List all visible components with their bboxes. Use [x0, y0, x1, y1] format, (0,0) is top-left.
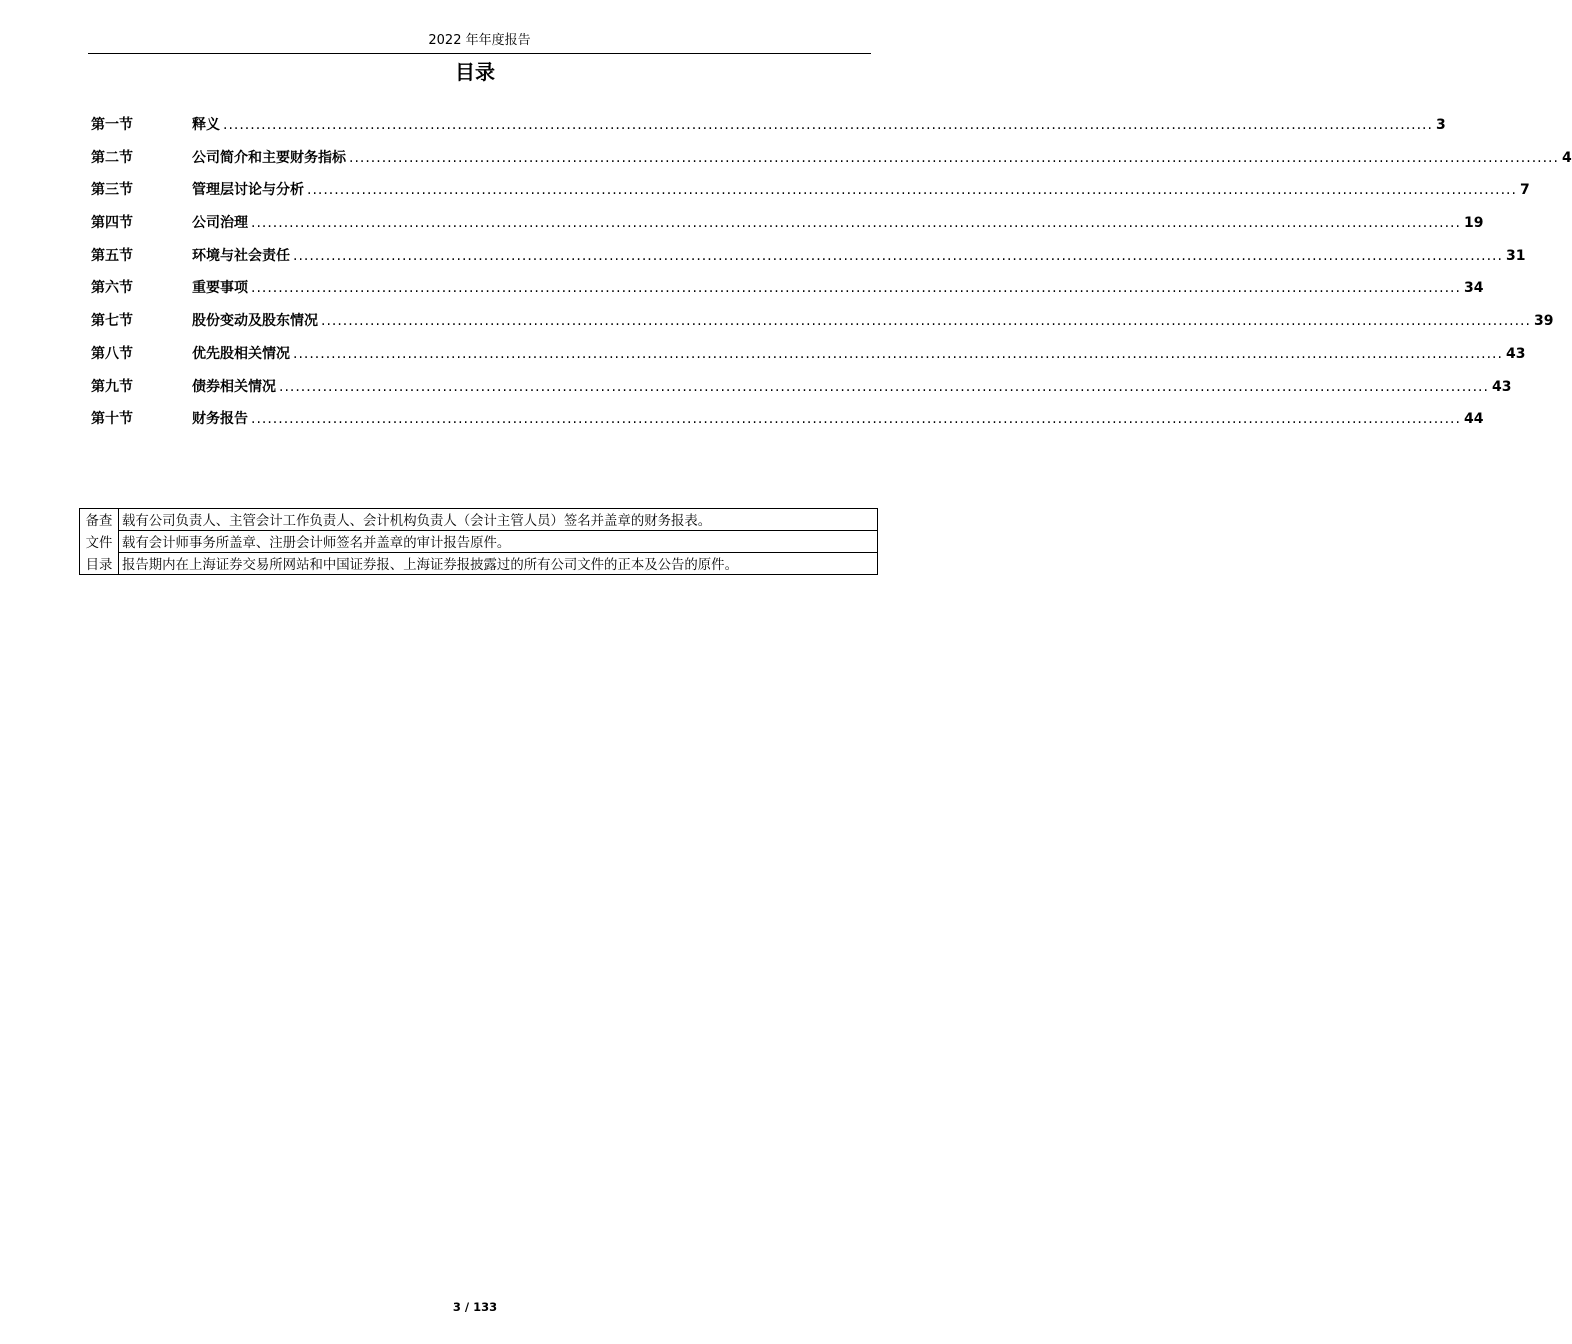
table-row — [80, 531, 878, 553]
reference-label-line: 备查 — [80, 509, 119, 531]
reference-document-item: 载有会计师事务所盖章、注册会计师签名并盖章的审计报告原件。 — [119, 531, 878, 553]
toc-entry[interactable] — [91, 147, 1572, 180]
toc-section-number: 第八节 — [91, 345, 133, 362]
table-of-contents — [91, 114, 1572, 441]
toc-section-title: 公司治理 — [192, 215, 248, 232]
toc-page-number: 43 — [1505, 345, 1526, 362]
table-row — [80, 509, 878, 531]
toc-leader-dots: .............................................................................................................................................................................................................................. — [293, 345, 1503, 362]
toc-page-number: 31 — [1505, 247, 1526, 264]
toc-entry[interactable] — [91, 408, 1484, 441]
toc-section-title: 释义 — [192, 117, 220, 133]
toc-section-number: 第二节 — [91, 149, 133, 166]
toc-leader-dots: .............................................................................................................................................................................................................................. — [307, 182, 1517, 199]
toc-section-title: 管理层讨论与分析 — [192, 182, 304, 199]
toc-section-number: 第六节 — [91, 280, 133, 297]
reference-label-line: 目录 — [80, 553, 119, 575]
toc-page-number: 19 — [1463, 215, 1484, 232]
toc-page-number: 44 — [1463, 411, 1484, 428]
reference-document-item: 报告期内在上海证券交易所网站和中国证券报、上海证券报披露过的所有公司文件的正本及公告的原件。 — [119, 553, 878, 575]
toc-leader-dots: .............................................................................................................................................................................................................................. — [251, 215, 1461, 232]
reference-document-item: 载有公司负责人、主管会计工作负责人、会计机构负责人（会计主管人员）签名并盖章的财务报表。 — [119, 509, 878, 531]
toc-leader-dots: .............................................................................................................................................................................................................................. — [251, 411, 1461, 428]
toc-section-number: 第三节 — [91, 182, 133, 199]
toc-entry[interactable] — [91, 310, 1554, 343]
toc-entry[interactable] — [91, 212, 1484, 245]
toc-section-number: 第一节 — [91, 117, 133, 133]
toc-entry[interactable] — [91, 343, 1526, 376]
table-row — [80, 553, 878, 575]
page-title: 目录 — [455, 60, 495, 84]
toc-section-title: 股份变动及股东情况 — [192, 313, 318, 330]
toc-entry[interactable] — [91, 277, 1484, 310]
toc-leader-dots: .............................................................................................................................................................................................................................. — [321, 313, 1531, 330]
toc-leader-dots: .............................................................................................................................................................................................................................. — [293, 247, 1503, 264]
toc-page-number: 4 — [1561, 149, 1572, 166]
toc-leader-dots: .............................................................................................................................................................................................................................. — [279, 378, 1489, 395]
toc-section-title: 财务报告 — [192, 411, 248, 428]
toc-leader-dots: .............................................................................................................................................................................................................................. — [251, 280, 1461, 297]
toc-entry[interactable] — [91, 114, 1446, 147]
toc-leader-dots: .............................................................................................................................................................................................................................. — [349, 149, 1559, 166]
toc-entry[interactable] — [91, 245, 1526, 278]
toc-section-number: 第五节 — [91, 247, 133, 264]
toc-page-number: 39 — [1533, 313, 1554, 330]
page-number-footer: 3 / 133 — [452, 1300, 498, 1314]
toc-section-title: 公司简介和主要财务指标 — [192, 149, 346, 166]
page-header: 2022 年年度报告 — [88, 30, 871, 54]
toc-section-title: 环境与社会责任 — [192, 247, 290, 264]
toc-page-number: 7 — [1519, 182, 1530, 199]
toc-page-number: 3 — [1435, 117, 1446, 133]
reference-documents-table — [79, 508, 878, 575]
toc-entry[interactable] — [91, 179, 1530, 212]
toc-section-title: 优先股相关情况 — [192, 345, 290, 362]
toc-section-title: 债券相关情况 — [192, 378, 276, 395]
reference-label-line: 文件 — [80, 531, 119, 553]
toc-section-title: 重要事项 — [192, 280, 248, 297]
toc-section-number: 第四节 — [91, 215, 133, 232]
toc-section-number: 第十节 — [91, 411, 133, 428]
toc-section-number: 第七节 — [91, 313, 133, 330]
toc-section-number: 第九节 — [91, 378, 133, 395]
toc-page-number: 43 — [1491, 378, 1512, 395]
toc-leader-dots: .............................................................................................................................................................................................................................. — [223, 117, 1433, 133]
toc-entry[interactable] — [91, 376, 1512, 409]
toc-page-number: 34 — [1463, 280, 1484, 297]
